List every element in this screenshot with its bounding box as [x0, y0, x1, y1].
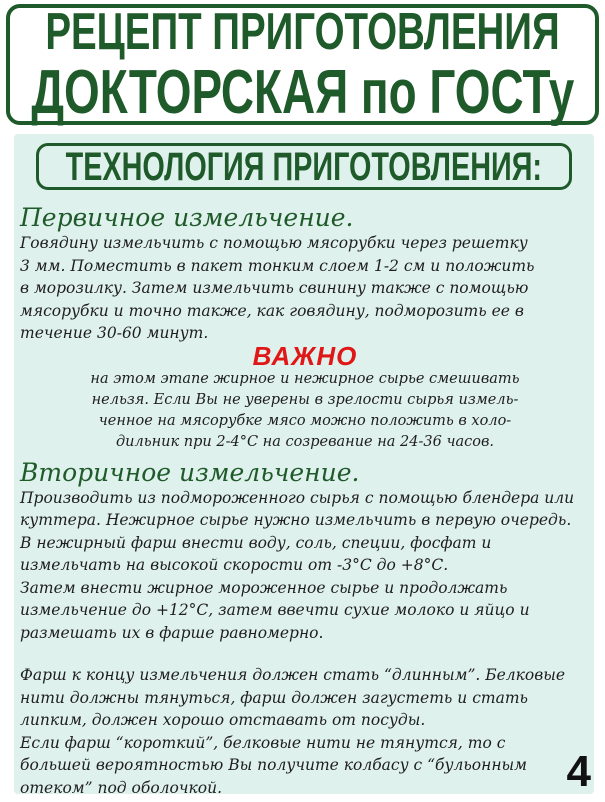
text-line: 3 мм. Поместить в пакет тонким слоем 1-2 см и положить — [20, 256, 535, 275]
paragraph-gap — [20, 644, 590, 664]
text-line: течение 30-60 минут. — [20, 324, 209, 342]
text-line: Если фарш “короткий”, белковые нити не тянутся, то с — [20, 733, 506, 752]
text-line: Фарш к концу измельчения должен стать “длинным”. Белковые — [20, 666, 566, 684]
important-text — [20, 369, 590, 453]
secondary-text — [20, 487, 590, 645]
text-line: нити должны тянуться, фарш должен загустеть и стать — [20, 688, 528, 707]
page-number: 4 — [566, 747, 591, 796]
text-line: в морозилку. Затем измельчить свинину также с помощью — [20, 279, 529, 297]
header-title-line-2: ДОКТОРСКАЯ по ГОСТу — [31, 57, 574, 127]
important-label: ВАЖНО — [252, 340, 358, 371]
text-line: дильник при 2-4°С на созревание на 24-36 часов. — [115, 433, 495, 450]
section-title: ТЕХНОЛОГИЯ ПРИГОТОВЛЕНИЯ: — [65, 144, 543, 189]
section-title-box — [36, 143, 572, 190]
primary-heading: Первичное измельчение. — [20, 203, 354, 232]
header-title-line-1: РЕЦЕПТ ПРИГОТОВЛЕНИЯ — [45, 2, 560, 61]
text-line: большей вероятностью Вы получите колбасу с “бульонным — [20, 756, 528, 774]
text-line: отеком” под оболочкой. — [20, 778, 223, 797]
text-line: размешать их в фарше равномерно. — [20, 623, 324, 642]
secondary-heading: Вторичное измельчение. — [20, 457, 360, 487]
text-line: куттера. Нежирное сырье нужно измельчить в первую очередь. — [20, 511, 572, 529]
text-line: липким, должен хорошо отставать от посуды. — [20, 711, 426, 729]
primary-text — [20, 232, 590, 345]
text-line: измельчение до +12°С, затем ввечти сухие молоко и яйцо и — [20, 601, 530, 619]
recipe-header — [6, 4, 599, 125]
text-line: мясорубки и точно также, как говядину, подморозить ее в — [20, 301, 524, 320]
text-line: ченное на мясорубке мясо можно положить в холо- — [98, 412, 512, 429]
recipe-content — [20, 204, 590, 799]
text-line: Затем внести жирное мороженное сырье и продолжать — [20, 578, 508, 597]
text-line: Производить из подмороженного сырья с помощью блендера или — [20, 488, 575, 507]
text-line: Говядину измельчить с помощью мясорубки через решетку — [20, 234, 528, 252]
text-line: нельзя. Если Вы не уверены в зрелости сырья измель- — [91, 391, 519, 408]
text-line: на этом этапе жирное и нежирное сырье смешивать — [90, 370, 520, 387]
text-line: В нежирный фарш внести воду, соль, специи, фосфат и — [20, 533, 492, 552]
secondary-note — [20, 664, 590, 799]
text-line: измельчать на высокой скорости от -3°С до +8°С. — [20, 556, 449, 574]
